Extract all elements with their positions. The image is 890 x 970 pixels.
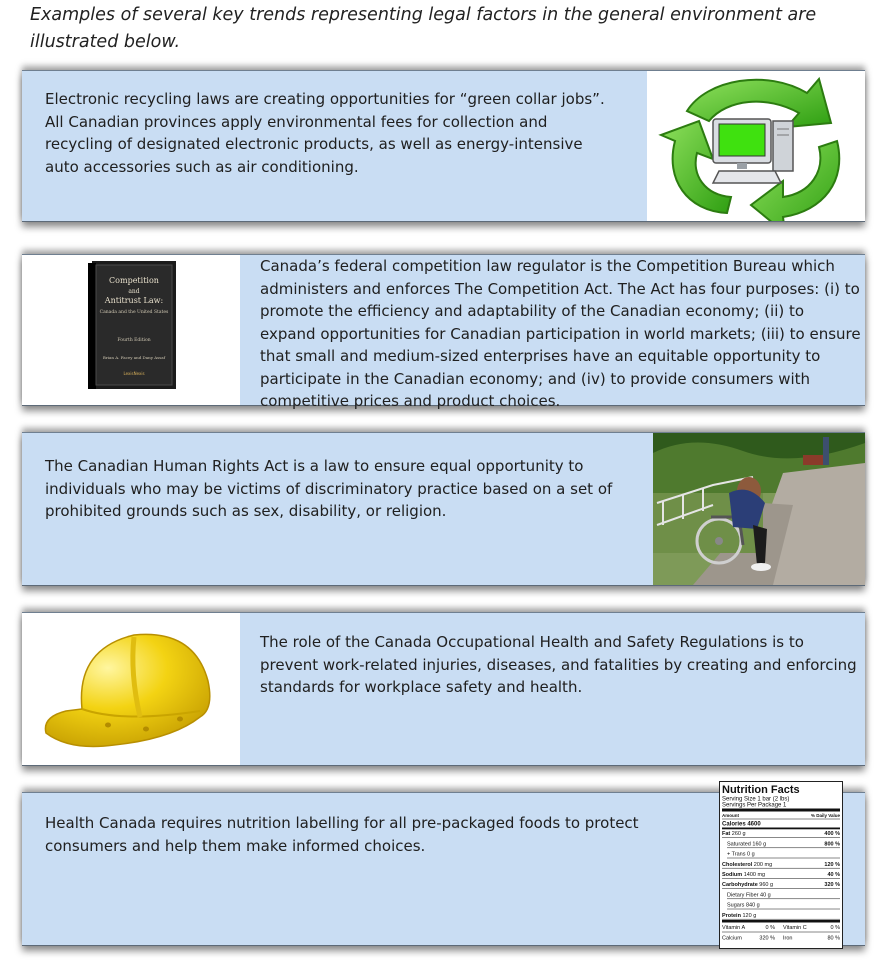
book-image (22, 255, 240, 405)
book-title-2: and (128, 288, 140, 295)
intro-text: Examples of several key trends representing legal factors in the general environment are illustrated below. (30, 5, 817, 52)
nf-calories: Calories 4600 (722, 821, 761, 828)
panel-human-rights-text: The Canadian Human Rights Act is a law to ensure equal opportunity to individuals who may be victims of discriminatory practice based on a set of prohibited grounds such as sex, disability, or religion. (45, 457, 613, 520)
recycle-computer-icon (647, 71, 865, 221)
nf-amount-hdr: Amount (722, 813, 739, 818)
wheelchair-photo (653, 433, 865, 585)
panel-nutrition (22, 784, 865, 946)
nf-row-label: Sugars 840 g (727, 902, 760, 909)
nf-calcium: Calcium (722, 935, 742, 942)
panel-competition (22, 254, 865, 410)
nf-row-label: Protein 120 g (722, 912, 757, 919)
nf-row-label: Sodium 1400 mg (722, 872, 766, 878)
book-title-3: Antitrust Law: (104, 296, 164, 305)
nf-servings: Servings Per Package 1 (722, 802, 787, 809)
nf-vitamin-c-dv: 0 % (830, 925, 840, 931)
nf-row-label: Carbohydrate 960 g (722, 882, 774, 889)
nf-row-dv: 120 % (824, 861, 840, 868)
panel-ohs-text: The role of the Canada Occupational Health and Safety Regulations is to prevent work-related injuries, diseases, and fatalities by creating and enforcing standards for workplace safety and health. (260, 633, 857, 696)
panel-competition-text: Canada’s federal competition law regulator is the Competition Bureau which administers and enforces The Competition Act. The Act has four purposes: (i) to promote the efficiency and adaptability of the Canadian economy; (ii) to expand opportunities for Canadian participation in world markets; (iii) to ensure that small and medium-sized enterprises have an equitable opportunity to participate in the Canadian economy; and (iv) to provide consumers with competitive prices and product choices. (260, 257, 861, 410)
nf-calcium-dv: 320 % (759, 935, 775, 942)
panel-ohs (22, 612, 865, 766)
nf-serving-size: Serving Size 1 bar (2 lbs) (722, 796, 790, 803)
recycling-image (647, 71, 865, 221)
panel-nutrition-text: Health Canada requires nutrition labelling for all pre-packaged foods to protect consumers and help them make informed choices. (45, 814, 639, 855)
nf-row-dv: 400 % (824, 831, 840, 838)
nf-iron: Iron (783, 935, 793, 942)
nf-vitamin-a-dv: 0 % (765, 925, 775, 931)
nf-row-label: Dietary Fiber 40 g (727, 892, 771, 899)
nf-row-dv: 320 % (824, 882, 840, 889)
law-book-icon (22, 255, 240, 405)
nutrition-label-image (669, 784, 865, 945)
panel-recycling-text: Electronic recycling laws are creating opportunities for “green collar jobs”. All Canadian provinces apply environmental fees for collection and recycling of designated electronic products, as well as energy-intensive auto accessories such as air conditioning. (45, 90, 605, 176)
nf-vitamin-c: Vitamin C (783, 925, 807, 931)
nf-row-dv: 40 % (827, 872, 840, 878)
nf-row-label: + Trans 0 g (727, 851, 755, 858)
panel-human-rights (22, 432, 865, 586)
panel-recycling (22, 70, 865, 222)
nf-dv-hdr: % Daily Value (810, 813, 840, 818)
book-edition: Fourth Edition (117, 338, 151, 343)
hardhat-image (22, 613, 240, 765)
wheelchair-ramp-photo (653, 433, 865, 585)
book-publisher: LexisNexis (123, 371, 145, 376)
nf-row-label: Saturated 160 g (727, 841, 767, 848)
book-authors: Brian A. Facey and Dany Assaf (102, 355, 166, 360)
book-subtitle: Canada and the United States (99, 310, 169, 315)
nf-row-dv: 800 % (824, 841, 840, 848)
book-title-1: Competition (109, 276, 159, 285)
nf-title: Nutrition Facts (722, 784, 800, 796)
nf-row-label: Fat 260 g (722, 831, 746, 838)
nf-row-label: Cholesterol 200 mg (722, 861, 773, 868)
nf-vitamin-a: Vitamin A (722, 925, 746, 931)
nutrition-facts-label (719, 781, 843, 949)
nf-iron-dv: 80 % (827, 935, 840, 942)
hard-hat-icon (22, 613, 240, 765)
